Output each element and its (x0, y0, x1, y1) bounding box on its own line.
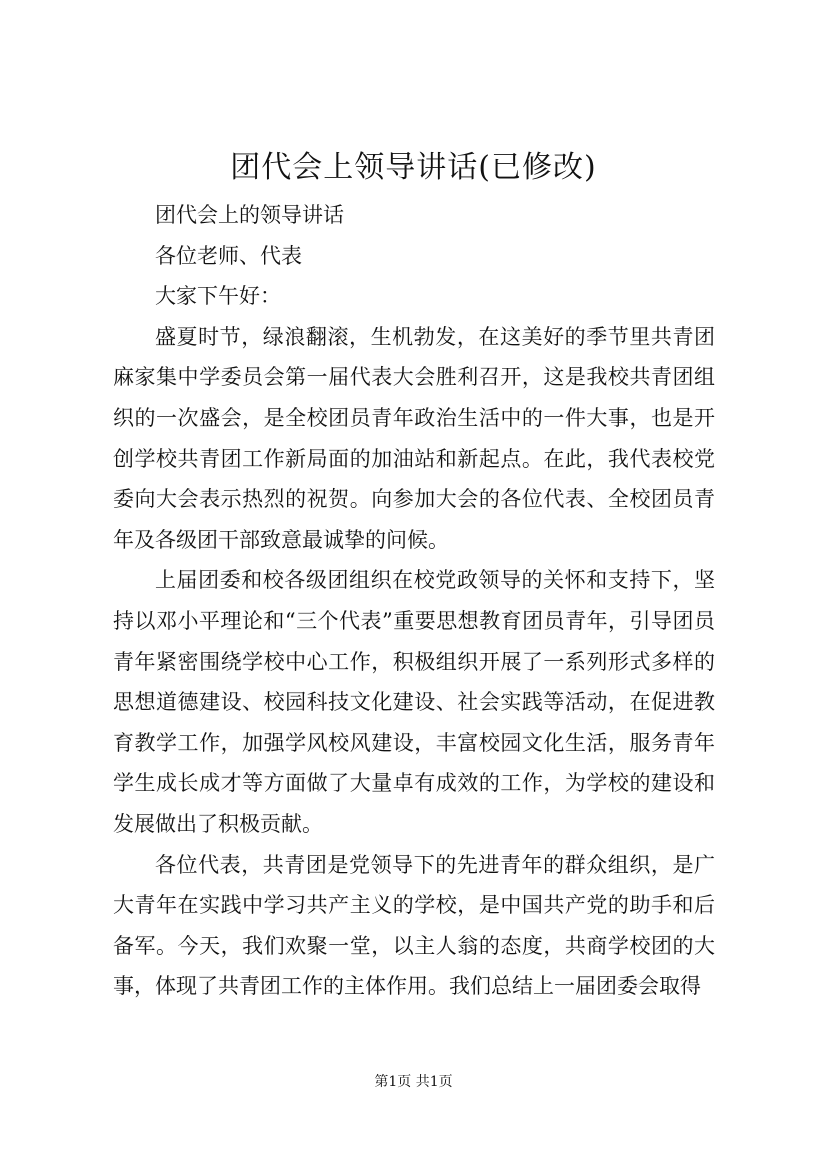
page-footer: 第1页 共1页 (374, 1074, 453, 1090)
body-paragraph: 盛夏时节，绿浪翻滚，生机勃发，在这美好的季节里共青团麻家集中学委员会第一届代表大会胜利召开，这是我校共青团组织的一次盛会，是全校团员青年政治生活中的一件大事，也是开创学校共青团工作新局面的加油站和新起点。在此，我代表校党委向大会表示热烈的祝贺。向参加大会的各位代表、全校团员青年及各级团干部致意最诚挚的问候。 (113, 324, 715, 552)
body-paragraph: 各位代表，共青团是党领导下的先进青年的群众组织，是广大青年在实践中学习共产主义的学校，是中国共产党的助手和后备军。今天，我们欢聚一堂，以主人翁的态度，共商学校团的大事，体现了共青团工作的主体作用。我们总结上一届团委会取得 (113, 852, 715, 999)
document-body (113, 195, 715, 1007)
salutation: 各位老师、代表 (155, 243, 302, 268)
body-paragraph: 上届团委和校各级团组织在校党政领导的关怀和支持下，坚持以邓小平理论和“三个代表”重要思想教育团员青年，引导团员青年紧密围绕学校中心工作，积极组织开展了一系列形式多样的思想道德建设、校园科技文化建设、社会实践等活动，在促进教育教学工作，加强学风校风建设，丰富校园文化生活，服务青年学生成长成才等方面做了大量卓有成效的工作，为学校的建设和发展做出了积极贡献。 (113, 568, 715, 836)
speech-heading: 团代会上的领导讲话 (155, 203, 344, 227)
document-title: 团代会上领导讲话(已修改) (230, 150, 597, 185)
greeting: 大家下午好： (155, 284, 281, 309)
